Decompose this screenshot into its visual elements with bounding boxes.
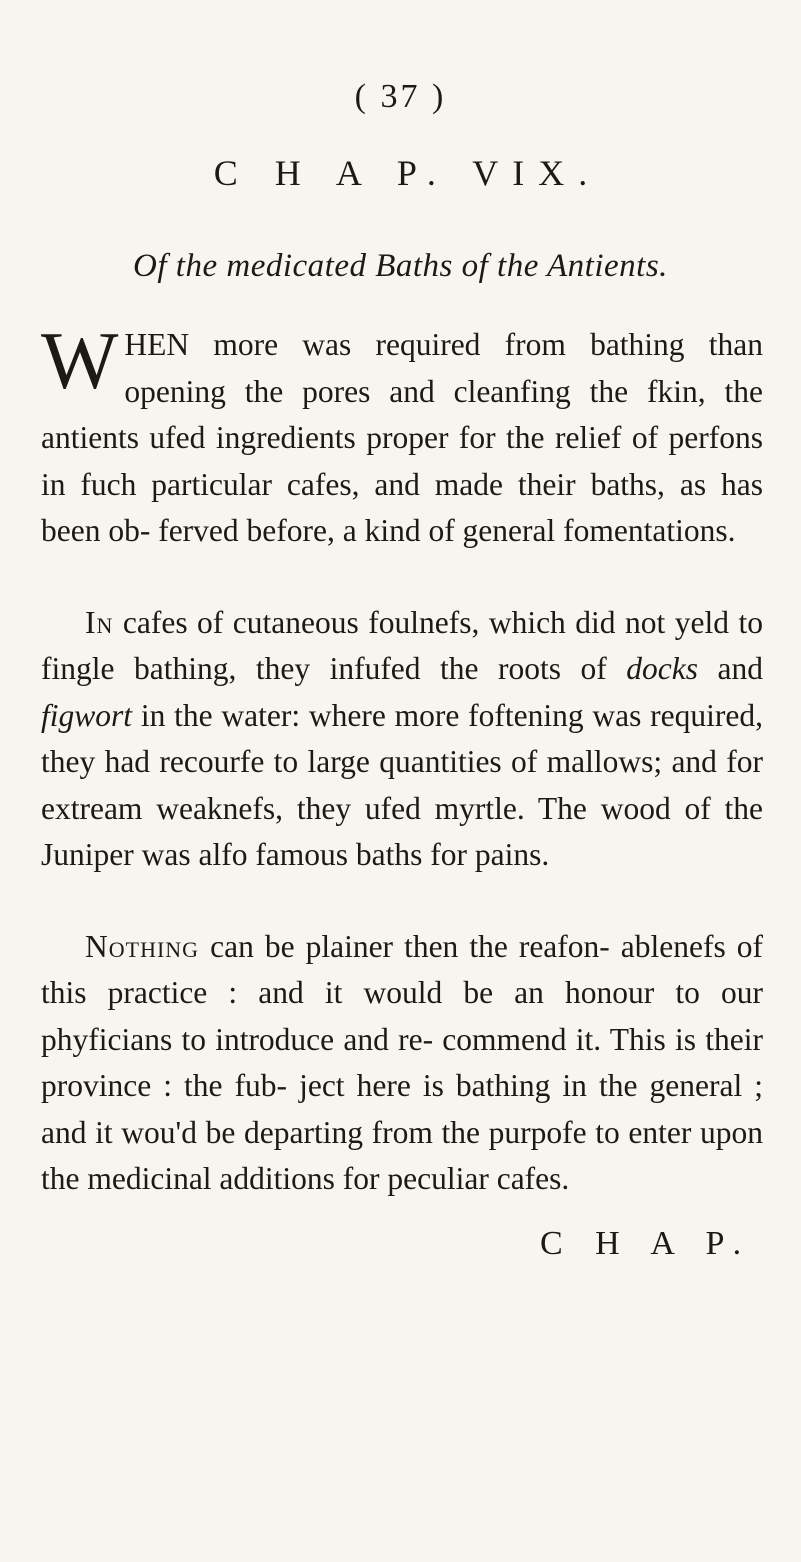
paragraph-2-lead: In	[85, 604, 114, 640]
page-number: ( 37 )	[354, 78, 447, 115]
chapter-heading: C H A P. VIX.	[213, 153, 602, 193]
catchword: C H A P.	[540, 1225, 754, 1262]
paragraph-2-text-b: in the water: where more foftening was required, they had recourfe to large quantities of mallows; and for extream weaknefs, they ufed myrtle. The wood of the Juniper was alfo famous baths for pains.	[41, 697, 763, 872]
paragraph-2	[41, 600, 763, 879]
body-text	[41, 315, 763, 1203]
paragraph-2-and: and	[698, 651, 763, 686]
docks-term: docks	[626, 651, 698, 686]
paragraph-2-text-a: cafes of cutaneous foulnefs, which did not yeld to fingle bathing, they infufed the roots of	[41, 604, 763, 686]
paragraph-3-lead: Nothing	[85, 928, 200, 964]
paragraph-3	[41, 924, 763, 1203]
chapter-title: Of the medicated Baths of the Antients.	[133, 248, 668, 284]
paragraph-1-text: more was required from bathing than opening the pores and cleanfing the fkin, the antients ufed ingredients proper for the relief of perfons in fuch particular cafes, and made their baths, as has been ob- ferved before, a kind of general fomentations.	[41, 327, 763, 548]
paragraph-1	[41, 315, 763, 555]
paragraph-3-text: can be plainer then the reafon- ablenefs of this practice : and it would be an honour to our phyficians to introduce and re- commend it. This is their province : the fub- ject here is bathing in the general ; and it wou'd be departing from the purpofe to enter upon the medicinal additions for peculiar cafes.	[41, 928, 763, 1196]
drop-cap: W	[41, 315, 119, 406]
paragraph-1-lead: HEN	[124, 327, 190, 362]
figwort-term: figwort	[41, 697, 133, 733]
